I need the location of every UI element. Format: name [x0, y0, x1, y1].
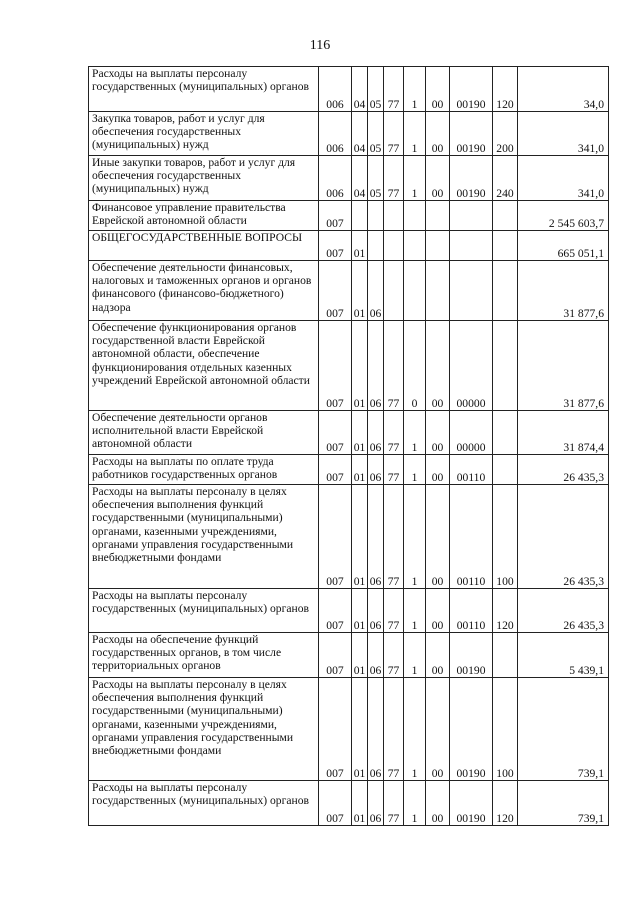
program-code: 77 — [384, 678, 404, 781]
subsection-code: 06 — [368, 411, 384, 455]
measure-code: 00 — [426, 589, 450, 633]
direction-code: 00190 — [450, 633, 493, 678]
ministry-code: 007 — [319, 589, 352, 633]
subsection-code: 06 — [368, 485, 384, 589]
row-name: Расходы на выплаты персоналу государственных (муниципальных) органов — [89, 67, 319, 112]
program-code: 77 — [384, 485, 404, 589]
subprogram-code: 0 — [404, 321, 426, 411]
row-name: Обеспечение деятельности органов исполнительной власти Еврейской автономной области — [89, 411, 319, 455]
ministry-code: 007 — [319, 411, 352, 455]
ministry-code: 007 — [319, 201, 352, 231]
ministry-code: 006 — [319, 112, 352, 156]
expense-type-code: 200 — [493, 112, 518, 156]
direction-code: 00190 — [450, 781, 493, 826]
measure-code: 00 — [426, 112, 450, 156]
table-row — [89, 633, 609, 678]
row-name: Расходы на выплаты персоналу в целях обеспечения выполнения функций государственными (муниципальными) органами, казенными учреждениями, органами управления государственными внебюджетными фондами — [89, 485, 319, 589]
table-row — [89, 411, 609, 455]
direction-code — [450, 231, 493, 261]
subsection-code: 06 — [368, 633, 384, 678]
measure-code: 00 — [426, 67, 450, 112]
measure-code — [426, 201, 450, 231]
program-code: 77 — [384, 156, 404, 201]
section-code: 01 — [352, 589, 368, 633]
section-code: 04 — [352, 156, 368, 201]
row-name: Расходы на выплаты персоналу государственных (муниципальных) органов — [89, 589, 319, 633]
table-row — [89, 485, 609, 589]
subprogram-code: 1 — [404, 411, 426, 455]
amount: 26 435,3 — [518, 589, 609, 633]
program-code: 77 — [384, 633, 404, 678]
ministry-code: 006 — [319, 67, 352, 112]
expense-type-code: 120 — [493, 781, 518, 826]
expense-type-code — [493, 633, 518, 678]
amount: 26 435,3 — [518, 485, 609, 589]
direction-code: 00110 — [450, 485, 493, 589]
subsection-code: 06 — [368, 261, 384, 321]
page-number: 116 — [309, 38, 331, 53]
amount: 31 874,4 — [518, 411, 609, 455]
table-row — [89, 589, 609, 633]
subsection-code: 06 — [368, 321, 384, 411]
subsection-code: 05 — [368, 112, 384, 156]
subprogram-code: 1 — [404, 67, 426, 112]
direction-code: 00190 — [450, 112, 493, 156]
ministry-code: 006 — [319, 156, 352, 201]
program-code: 77 — [384, 411, 404, 455]
direction-code: 00190 — [450, 67, 493, 112]
amount: 34,0 — [518, 67, 609, 112]
expense-type-code: 100 — [493, 485, 518, 589]
amount: 341,0 — [518, 156, 609, 201]
expense-type-code — [493, 321, 518, 411]
program-code: 77 — [384, 67, 404, 112]
direction-code — [450, 201, 493, 231]
expense-type-code — [493, 455, 518, 485]
amount: 665 051,1 — [518, 231, 609, 261]
budget-table — [88, 66, 609, 826]
row-name: Финансовое управление правительства Еврейской автономной области — [89, 201, 319, 231]
expense-type-code: 240 — [493, 156, 518, 201]
row-name: Расходы на обеспечение функций государственных органов, в том числе территориальных органов — [89, 633, 319, 678]
amount: 26 435,3 — [518, 455, 609, 485]
measure-code: 00 — [426, 485, 450, 589]
direction-code: 00190 — [450, 678, 493, 781]
table-row — [89, 156, 609, 201]
table-row — [89, 321, 609, 411]
amount: 341,0 — [518, 112, 609, 156]
subsection-code — [368, 201, 384, 231]
expense-type-code — [493, 411, 518, 455]
direction-code: 00000 — [450, 411, 493, 455]
expense-type-code: 120 — [493, 589, 518, 633]
section-code: 01 — [352, 231, 368, 261]
direction-code: 00000 — [450, 321, 493, 411]
row-name: Расходы на выплаты персоналу в целях обеспечения выполнения функций государственными (муниципальными) органами, казенными учреждениями, органами управления государственными внебюджетными фондами — [89, 678, 319, 781]
section-code: 04 — [352, 67, 368, 112]
section-code: 01 — [352, 678, 368, 781]
subprogram-code: 1 — [404, 455, 426, 485]
row-name: Закупка товаров, работ и услуг для обеспечения государственных (муниципальных) нужд — [89, 112, 319, 156]
measure-code — [426, 231, 450, 261]
section-code: 01 — [352, 261, 368, 321]
subprogram-code: 1 — [404, 781, 426, 826]
table-row — [89, 781, 609, 826]
subsection-code: 06 — [368, 589, 384, 633]
measure-code: 00 — [426, 678, 450, 781]
table-row — [89, 112, 609, 156]
measure-code: 00 — [426, 633, 450, 678]
direction-code: 00190 — [450, 156, 493, 201]
measure-code: 00 — [426, 321, 450, 411]
subprogram-code — [404, 261, 426, 321]
ministry-code: 007 — [319, 321, 352, 411]
expense-type-code — [493, 261, 518, 321]
subsection-code: 06 — [368, 678, 384, 781]
program-code: 77 — [384, 589, 404, 633]
program-code — [384, 261, 404, 321]
direction-code: 00110 — [450, 589, 493, 633]
section-code: 01 — [352, 633, 368, 678]
ministry-code: 007 — [319, 633, 352, 678]
table-row — [89, 231, 609, 261]
amount: 31 877,6 — [518, 261, 609, 321]
subsection-code: 06 — [368, 455, 384, 485]
expense-type-code — [493, 231, 518, 261]
subprogram-code: 1 — [404, 633, 426, 678]
measure-code — [426, 261, 450, 321]
section-code: 01 — [352, 321, 368, 411]
measure-code: 00 — [426, 781, 450, 826]
section-code: 01 — [352, 455, 368, 485]
subprogram-code: 1 — [404, 485, 426, 589]
subprogram-code: 1 — [404, 112, 426, 156]
section-code — [352, 201, 368, 231]
section-code: 01 — [352, 411, 368, 455]
program-code — [384, 231, 404, 261]
program-code: 77 — [384, 455, 404, 485]
program-code: 77 — [384, 321, 404, 411]
section-code: 01 — [352, 781, 368, 826]
section-code: 04 — [352, 112, 368, 156]
ministry-code: 007 — [319, 678, 352, 781]
ministry-code: 007 — [319, 261, 352, 321]
measure-code: 00 — [426, 455, 450, 485]
table-row — [89, 455, 609, 485]
subsection-code: 05 — [368, 67, 384, 112]
direction-code: 00110 — [450, 455, 493, 485]
subsection-code: 05 — [368, 156, 384, 201]
row-name: ОБЩЕГОСУДАРСТВЕННЫЕ ВОПРОСЫ — [89, 231, 319, 261]
subprogram-code: 1 — [404, 156, 426, 201]
ministry-code: 007 — [319, 485, 352, 589]
ministry-code: 007 — [319, 231, 352, 261]
program-code — [384, 201, 404, 231]
section-code: 01 — [352, 485, 368, 589]
ministry-code: 007 — [319, 455, 352, 485]
amount: 31 877,6 — [518, 321, 609, 411]
table-row — [89, 678, 609, 781]
subsection-code: 06 — [368, 781, 384, 826]
program-code: 77 — [384, 112, 404, 156]
row-name: Расходы на выплаты персоналу государственных (муниципальных) органов — [89, 781, 319, 826]
measure-code: 00 — [426, 156, 450, 201]
row-name: Иные закупки товаров, работ и услуг для обеспечения государственных (муниципальных) нужд — [89, 156, 319, 201]
amount: 739,1 — [518, 678, 609, 781]
table-row — [89, 67, 609, 112]
subprogram-code — [404, 231, 426, 261]
expense-type-code: 100 — [493, 678, 518, 781]
expense-type-code — [493, 201, 518, 231]
direction-code — [450, 261, 493, 321]
row-name: Обеспечение функционирования органов государственной власти Еврейской автономной области, обеспечение функционирования отдельных казенных учреждений Еврейской автономной области — [89, 321, 319, 411]
amount: 2 545 603,7 — [518, 201, 609, 231]
subprogram-code: 1 — [404, 589, 426, 633]
row-name: Обеспечение деятельности финансовых, налоговых и таможенных органов и органов финансового (финансово-бюджетного) надзора — [89, 261, 319, 321]
subprogram-code — [404, 201, 426, 231]
subsection-code — [368, 231, 384, 261]
measure-code: 00 — [426, 411, 450, 455]
amount: 5 439,1 — [518, 633, 609, 678]
program-code: 77 — [384, 781, 404, 826]
row-name: Расходы на выплаты по оплате труда работников государственных органов — [89, 455, 319, 485]
table-row — [89, 261, 609, 321]
table-row — [89, 201, 609, 231]
expense-type-code: 120 — [493, 67, 518, 112]
ministry-code: 007 — [319, 781, 352, 826]
amount: 739,1 — [518, 781, 609, 826]
subprogram-code: 1 — [404, 678, 426, 781]
